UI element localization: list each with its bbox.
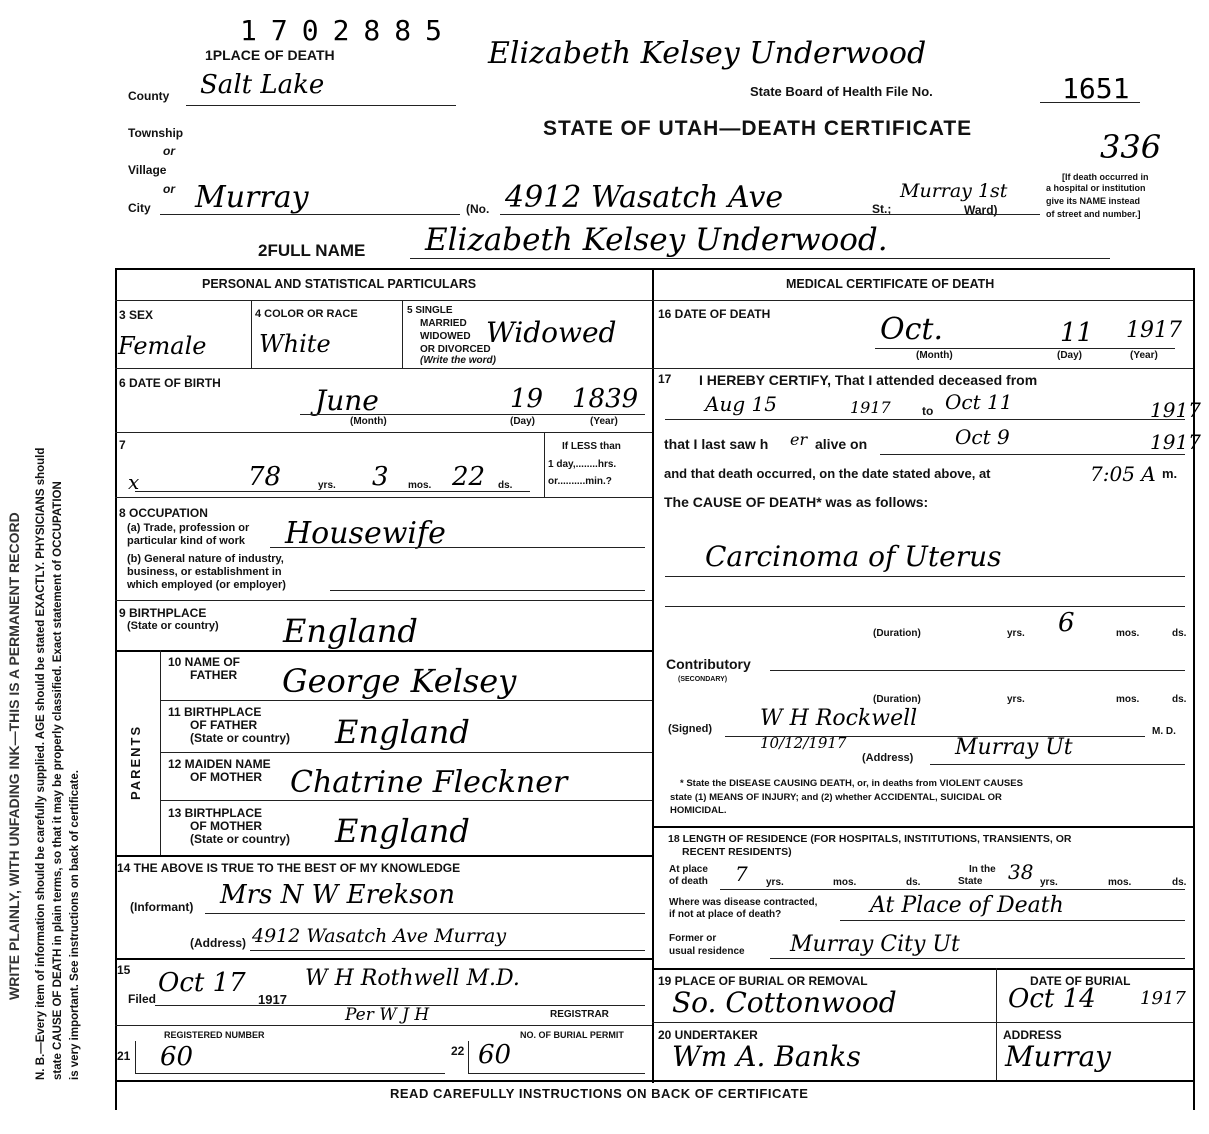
dob-day-label: (Day) xyxy=(510,416,536,427)
informant-value: Mrs N W Erekson xyxy=(220,880,455,910)
city-line xyxy=(160,214,460,215)
dob-day: 19 xyxy=(510,384,544,414)
sex-label: 3 SEX xyxy=(119,308,154,322)
cause-text: The CAUSE OF DEATH* was as follows: xyxy=(664,494,929,510)
side-note-line1: N. B.—Every item of information should be carefully supplied. AGE should be stated EXACTLY. PHYSICIANS should xyxy=(35,447,47,1080)
registrar-signature: W H Rothwell M.D. xyxy=(305,966,520,991)
birthplace-value: England xyxy=(283,612,418,650)
burial-value: So. Cottonwood xyxy=(672,986,897,1019)
occupation-b-2: business, or establishment in xyxy=(127,566,282,578)
age-label: 7 xyxy=(119,438,126,452)
occupation-b-1: (b) General nature of industry, xyxy=(127,553,284,565)
less-than-3: or..........min.? xyxy=(548,476,612,487)
mother-bp-label-2: OF MOTHER xyxy=(190,819,262,833)
death-day: 11 xyxy=(1060,318,1094,348)
attend-from-date: Aug 15 xyxy=(705,392,777,416)
duration-yrs-label: yrs. xyxy=(1007,628,1025,639)
at-place-label-1: At place xyxy=(669,864,708,875)
last-saw-text: that I last saw h xyxy=(664,436,769,452)
place-years: 7 xyxy=(735,862,748,886)
filed-number: 15 xyxy=(117,963,131,977)
hospital-note-1: [If death occurred in xyxy=(1062,172,1149,182)
contributory-label: Contributory xyxy=(666,656,751,672)
city-value: Murray xyxy=(195,180,309,215)
informant-label: (Informant) xyxy=(130,900,194,914)
last-saw-year: 1917 xyxy=(1150,430,1201,454)
place-yrs-label: yrs. xyxy=(766,877,784,888)
last-saw-h: er xyxy=(790,430,808,449)
alive-on: alive on xyxy=(815,436,868,452)
full-name-line xyxy=(410,258,1110,259)
marital-label-5: (Write the word) xyxy=(420,355,496,366)
undertaker-label: 20 UNDERTAKER xyxy=(658,1028,758,1042)
age-prefix: x xyxy=(128,470,140,494)
filed-label: Filed xyxy=(128,992,157,1006)
dob-label: 6 DATE OF BIRTH xyxy=(119,376,221,390)
mother-bp-label-1: 13 BIRTHPLACE xyxy=(168,806,263,820)
permit-prefix: 22 xyxy=(451,1044,465,1058)
dob-month-label: (Month) xyxy=(350,416,387,427)
duration-mos-label: mos. xyxy=(1116,628,1140,639)
st-label: St.; xyxy=(872,202,892,216)
birthplace-label: 9 BIRTHPLACE xyxy=(119,606,207,620)
state-yrs-label: yrs. xyxy=(1040,877,1058,888)
age-months: 3 xyxy=(372,462,389,492)
physician-address-value: Murray Ut xyxy=(955,735,1073,760)
place-of-death-label: 1PLACE OF DEATH xyxy=(205,47,335,63)
informant-address-label: (Address) xyxy=(190,936,247,950)
death-day-label: (Day) xyxy=(1057,350,1083,361)
death-month-label: (Month) xyxy=(916,350,953,361)
age-days: 22 xyxy=(452,462,486,492)
registrar-label: REGISTRAR xyxy=(550,1009,609,1020)
father-name-value: George Kelsey xyxy=(282,662,517,700)
mother-bp-value: England xyxy=(335,812,470,850)
mother-name-label-2: OF MOTHER xyxy=(190,770,262,784)
place-ds-label: ds. xyxy=(906,877,921,888)
mother-name-value: Chatrine Fleckner xyxy=(290,765,568,800)
county-label: County xyxy=(128,89,170,103)
reg-value: 60 xyxy=(160,1042,194,1072)
m-label: m. xyxy=(1162,466,1178,481)
footnote-3: HOMICIDAL. xyxy=(670,805,727,816)
father-bp-label-1: 11 BIRTHPLACE xyxy=(168,705,262,719)
death-month: Oct. xyxy=(880,312,943,347)
death-year: 1917 xyxy=(1126,318,1182,343)
filed-year: 1917 xyxy=(258,992,287,1007)
full-name-label: 2FULL NAME xyxy=(258,241,366,260)
signed-date: 10/12/1917 xyxy=(760,734,847,752)
parents-label: PARENTS xyxy=(128,724,143,800)
death-time: 7:05 A xyxy=(1090,462,1156,486)
father-name-label-1: 10 NAME OF xyxy=(168,655,241,669)
cert-number: 17 xyxy=(658,372,672,386)
former-label-2: usual residence xyxy=(669,946,745,957)
less-than-1: If LESS than xyxy=(562,441,621,452)
father-bp-label-2: OF FATHER xyxy=(190,718,258,732)
name-top-handwritten: Elizabeth Kelsey Underwood xyxy=(488,36,927,71)
undertaker-value: Wm A. Banks xyxy=(672,1040,861,1073)
dob-month: June xyxy=(315,384,379,417)
state-years: 38 xyxy=(1008,860,1034,884)
permit-value: 60 xyxy=(478,1040,512,1070)
village-label: Village xyxy=(128,163,167,177)
informant-address-value: 4912 Wasatch Ave Murray xyxy=(252,925,507,947)
father-bp-value: England xyxy=(335,713,470,751)
dob-year-label: (Year) xyxy=(590,416,618,427)
state-mos-label: mos. xyxy=(1108,877,1132,888)
serial-number: 1702885 xyxy=(240,14,457,47)
county-line xyxy=(186,105,456,106)
frame-right xyxy=(1193,268,1195,1110)
burial-date-value: Oct 14 xyxy=(1008,984,1096,1014)
township-label: Township xyxy=(128,126,184,140)
contracted-value: At Place of Death xyxy=(870,893,1064,918)
hospital-note-3: give its NAME instead xyxy=(1046,196,1141,206)
mother-bp-label-3: (State or country) xyxy=(190,832,291,846)
age-ds-label: ds. xyxy=(498,480,513,491)
age-mos-label: mos. xyxy=(408,480,432,491)
secondary-label: (SECONDARY) xyxy=(678,676,728,683)
duration-years: 6 xyxy=(1058,608,1075,638)
death-date-label: 16 DATE OF DEATH xyxy=(658,307,771,321)
at-place-label-2: of death xyxy=(669,876,708,887)
cause-value: Carcinoma of Uterus xyxy=(705,540,1002,573)
duration-ds-label-2: ds. xyxy=(1172,694,1187,705)
side-note-line3: is very important. See instructions on back of certificate. xyxy=(69,770,81,1080)
county-value: Salt Lake xyxy=(200,70,325,100)
marital-label-4: OR DIVORCED xyxy=(420,344,491,355)
marital-value: Widowed xyxy=(486,316,617,349)
duration-mos-label-2: mos. xyxy=(1116,694,1140,705)
or-2: or xyxy=(163,182,175,196)
color-value: White xyxy=(259,330,331,358)
father-bp-label-3: (State or country) xyxy=(190,731,291,745)
duration-yrs-label-2: yrs. xyxy=(1007,694,1025,705)
footnote-1: * State the DISEASE CAUSING DEATH, or, in deaths from VIOLENT CAUSES xyxy=(680,778,1023,789)
filed-date: Oct 17 xyxy=(158,968,246,998)
attend-to-date: Oct 11 xyxy=(945,390,1013,414)
state-ds-label: ds. xyxy=(1172,877,1187,888)
marital-label-3: WIDOWED xyxy=(420,331,471,342)
md-label: M. D. xyxy=(1152,726,1176,737)
informant-statement: 14 THE ABOVE IS TRUE TO THE BEST OF MY KNOWLEDGE xyxy=(117,861,461,875)
last-saw-date: Oct 9 xyxy=(955,425,1010,449)
occurred-text: and that death occurred, on the date stated above, at xyxy=(664,466,991,481)
or-1: or xyxy=(163,144,175,158)
attend-from-year: 1917 xyxy=(850,398,891,417)
file-no-line xyxy=(1040,102,1140,103)
burial-permit-label: NO. OF BURIAL PERMIT xyxy=(520,1030,624,1040)
footnote-2: state (1) MEANS OF INJURY; and (2) whether ACCIDENTAL, SUICIDAL OR xyxy=(670,792,1002,803)
contracted-label-1: Where was disease contracted, xyxy=(669,897,818,908)
margin-instruction: WRITE PLAINLY, WITH UNFADING INK—THIS IS A PERMANENT RECORD xyxy=(6,512,22,1000)
marital-label-1: 5 SINGLE xyxy=(407,305,453,316)
personal-header: PERSONAL AND STATISTICAL PARTICULARS xyxy=(202,277,477,291)
occupation-a-1: (a) Trade, profession or xyxy=(127,522,250,534)
signed-label: (Signed) xyxy=(668,723,712,735)
physician-address-label: (Address) xyxy=(862,752,914,764)
local-number: 336 xyxy=(1100,128,1162,166)
residence-label-1: 18 LENGTH OF RESIDENCE (FOR HOSPITALS, INSTITUTIONS, TRANSIENTS, OR xyxy=(668,833,1072,845)
former-label-1: Former or xyxy=(669,933,717,944)
side-note-line2: state CAUSE OF DEATH in plain terms, so that it may be properly classified. Exact statement of OCCUPATION xyxy=(52,481,64,1080)
duration-label: (Duration) xyxy=(873,628,921,639)
undertaker-address-value: Murray xyxy=(1005,1040,1111,1073)
sex-value: Female xyxy=(118,332,207,360)
in-state-label-1: In the xyxy=(969,864,996,875)
age-yrs-label: yrs. xyxy=(318,480,336,491)
color-label: 4 COLOR OR RACE xyxy=(255,308,358,320)
medical-header: MEDICAL CERTIFICATE OF DEATH xyxy=(786,277,995,291)
burial-year: 1917 xyxy=(1140,988,1186,1009)
street-line xyxy=(500,214,1040,215)
occupation-label: 8 OCCUPATION xyxy=(119,506,208,520)
father-name-label-2: FATHER xyxy=(190,668,238,682)
dob-year: 1839 xyxy=(572,384,639,414)
file-no-value: 1651 xyxy=(1062,72,1130,105)
less-than-2: 1 day,........hrs. xyxy=(548,459,617,470)
reg-prefix: 21 xyxy=(117,1049,131,1063)
document-title: STATE OF UTAH—DEATH CERTIFICATE xyxy=(543,117,973,140)
file-no-label: State Board of Health File No. xyxy=(750,84,933,99)
burial-date-label: DATE OF BURIAL xyxy=(1030,974,1131,988)
occupation-a-2: particular kind of work xyxy=(127,535,245,547)
place-mos-label: mos. xyxy=(833,877,857,888)
attend-to-year: 1917 xyxy=(1150,398,1201,422)
occupation-value: Housewife xyxy=(285,516,446,551)
signed-value: W H Rockwell xyxy=(760,706,918,731)
marital-label-2: MARRIED xyxy=(420,318,467,329)
contracted-label-2: if not at place of death? xyxy=(669,909,782,920)
city-label: City xyxy=(128,201,151,215)
registrar-sub: Per W J H xyxy=(345,1005,430,1025)
residence-label-2: RECENT RESIDENTS) xyxy=(682,846,792,858)
occupation-b-3: which employed (or employer) xyxy=(127,579,286,591)
burial-label: 19 PLACE OF BURIAL OR REMOVAL xyxy=(658,974,868,988)
age-years: 78 xyxy=(248,462,282,492)
certify-text: I HEREBY CERTIFY, That I attended deceased from xyxy=(699,372,1038,388)
hospital-note-2: a hospital or institution xyxy=(1046,183,1146,193)
frame-left xyxy=(115,268,117,1110)
in-state-label-2: State xyxy=(958,876,983,887)
street-prefix: (No. xyxy=(466,202,490,216)
frame-bottom xyxy=(115,1080,1193,1082)
duration-ds-label: ds. xyxy=(1172,628,1187,639)
frame-top xyxy=(115,268,1193,270)
former-value: Murray City Ut xyxy=(790,932,960,957)
duration-label-2: (Duration) xyxy=(873,694,921,705)
birthplace-sub: (State or country) xyxy=(127,620,219,632)
frame-center xyxy=(652,268,654,1083)
hospital-note-4: of street and number.] xyxy=(1046,209,1141,219)
mother-name-label-1: 12 MAIDEN NAME xyxy=(168,757,271,771)
ward-label: Ward) xyxy=(964,203,998,217)
death-year-label: (Year) xyxy=(1130,350,1158,361)
undertaker-address-label: ADDRESS xyxy=(1003,1028,1062,1042)
footer-instruction: READ CAREFULLY INSTRUCTIONS ON BACK OF CERTIFICATE xyxy=(390,1086,809,1101)
attend-to-label: to xyxy=(922,404,934,418)
ward-value: Murray 1st xyxy=(900,180,1008,202)
reg-num-label: REGISTERED NUMBER xyxy=(164,1030,265,1040)
full-name-value: Elizabeth Kelsey Underwood. xyxy=(425,222,888,258)
street-value: 4912 Wasatch Ave xyxy=(505,180,784,215)
